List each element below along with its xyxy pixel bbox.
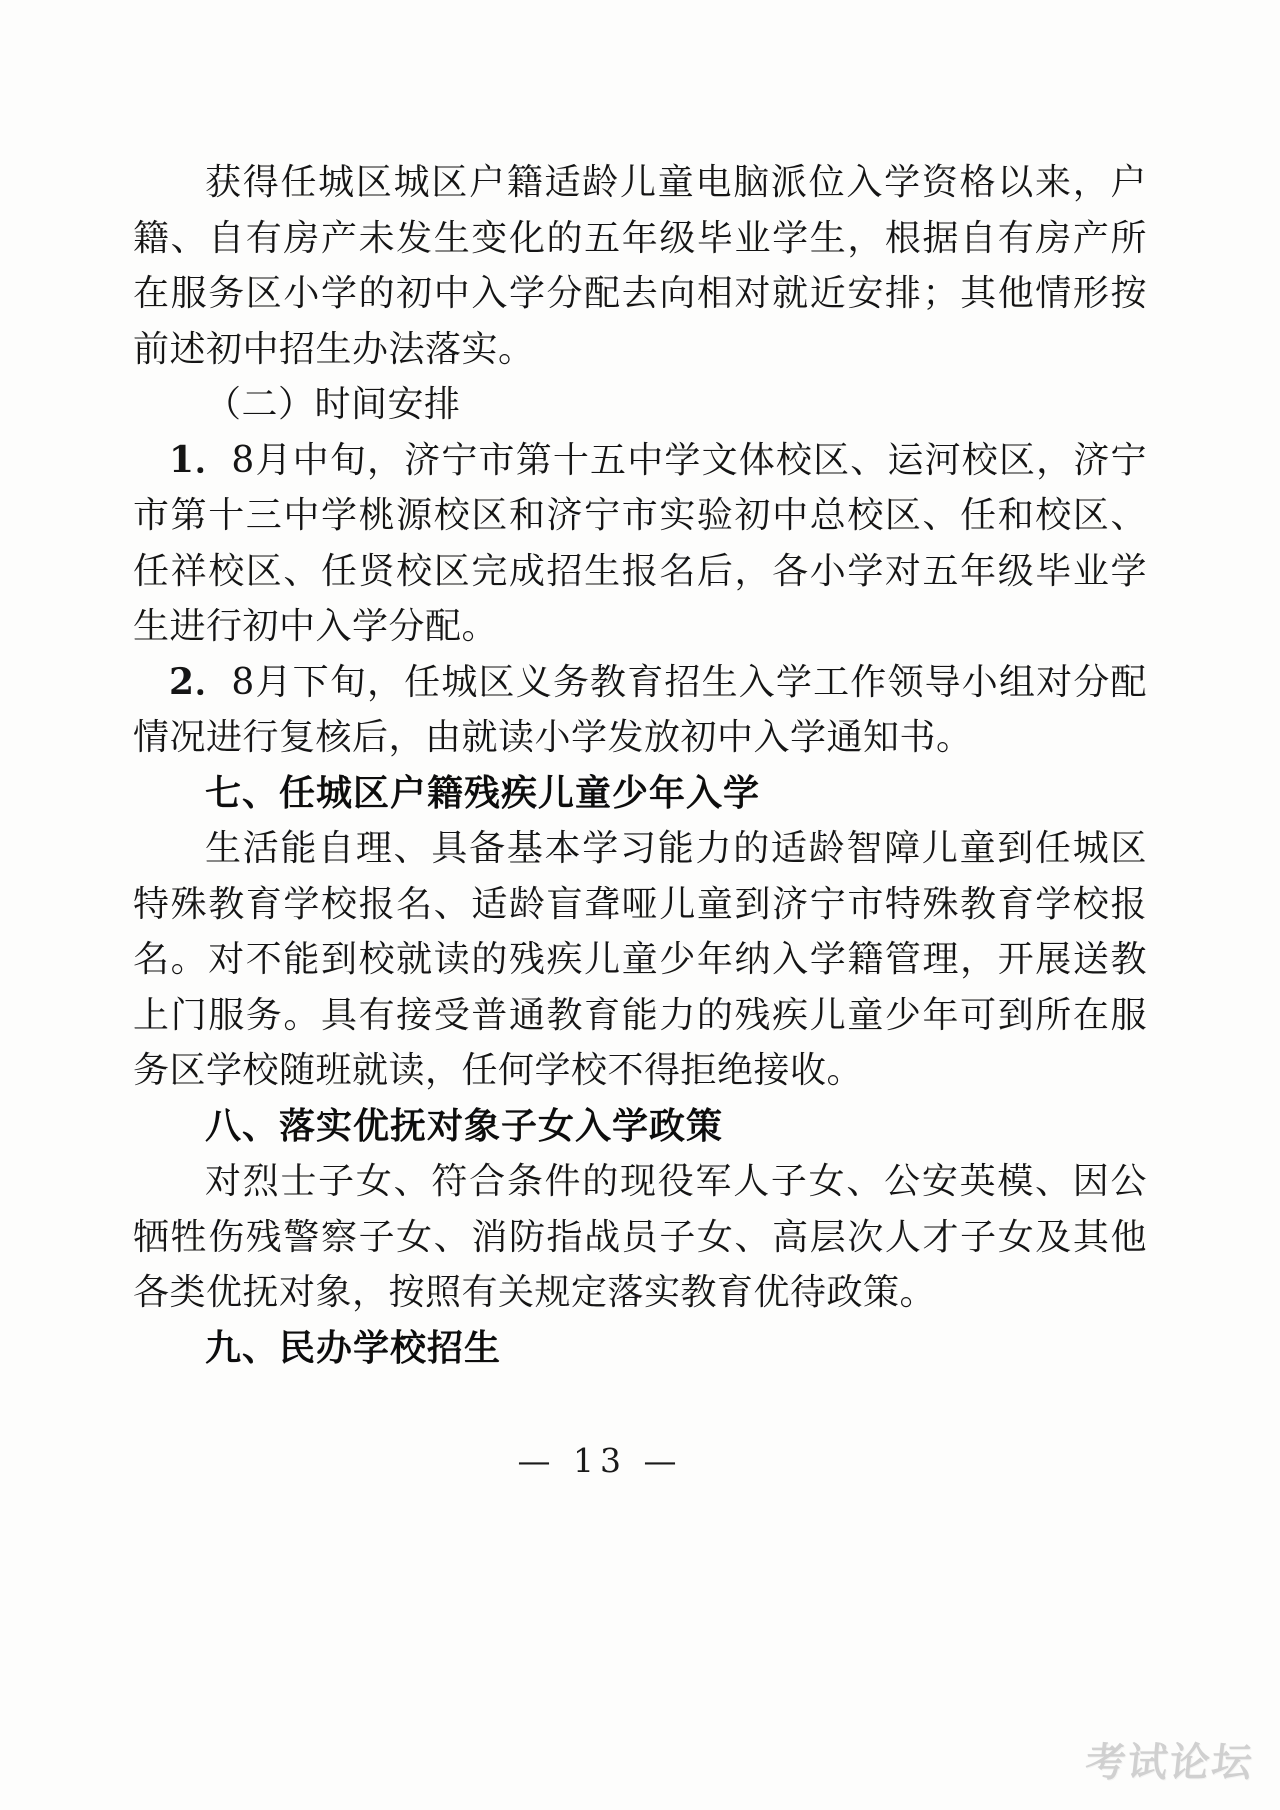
list-text-1: 8月中旬，济宁市第十五中学文体校区、运河校区，济宁市第十三中学桃源校区和济宁市实验初中总校区、任和校区、任祥校区、任贤校区完成招生报名后，各小学对五年级毕业学生进行初中入学分配。: [133, 439, 1147, 647]
list-item-august-mid: [133, 433, 1147, 655]
forum-watermark: [1014, 1724, 1257, 1794]
heading-section-nine: 九、民办学校招生: [205, 1327, 502, 1369]
list-text-2: 8月下旬，任城区义务教育招生入学工作领导小组对分配情况进行复核后，由就读小学发放初中入学通知书。: [133, 661, 1147, 758]
list-number-2: 2．: [169, 660, 232, 703]
subheading-time-schedule: （二）时间安排: [205, 384, 461, 425]
paragraph-preferential-treatment-policy: 对烈士子女、符合条件的现役军人子女、公安英模、因公牺牲伤残警察子女、消防指战员子女、高层次人才子女及其他各类优抚对象，按照有关规定落实教育优待政策。: [133, 1161, 1147, 1313]
page-number: — 13 —: [517, 1441, 683, 1480]
watermark-text: 考试论坛: [1083, 1739, 1257, 1786]
paragraph-disabled-children-enrollment: 生活能自理、具备基本学习能力的适龄智障儿童到任城区特殊教育学校报名、适龄盲聋哑儿童到济宁市特殊教育学校报名。对不能到校就读的残疾儿童少年纳入学籍管理，开展送教上门服务。具有接受普通教育能力的残疾儿童少年可到所在服务区学校随班就读，任何学校不得拒绝接收。: [133, 828, 1147, 1091]
heading-section-eight: 八、落实优抚对象子女入学政策: [205, 1105, 724, 1147]
list-number-1: 1．: [169, 438, 232, 481]
heading-section-seven: 七、任城区户籍残疾儿童少年入学: [205, 772, 761, 814]
list-item-august-late: [133, 655, 1147, 766]
document-body: [133, 155, 1147, 1376]
page-footer: [0, 1441, 1280, 1480]
paragraph-computer-allocation: 获得任城区城区户籍适龄儿童电脑派位入学资格以来，户籍、自有房产未发生变化的五年级毕业学生，根据自有房产所在服务区小学的初中入学分配去向相对就近安排；其他情形按前述初中招生办法落实。: [133, 162, 1147, 370]
